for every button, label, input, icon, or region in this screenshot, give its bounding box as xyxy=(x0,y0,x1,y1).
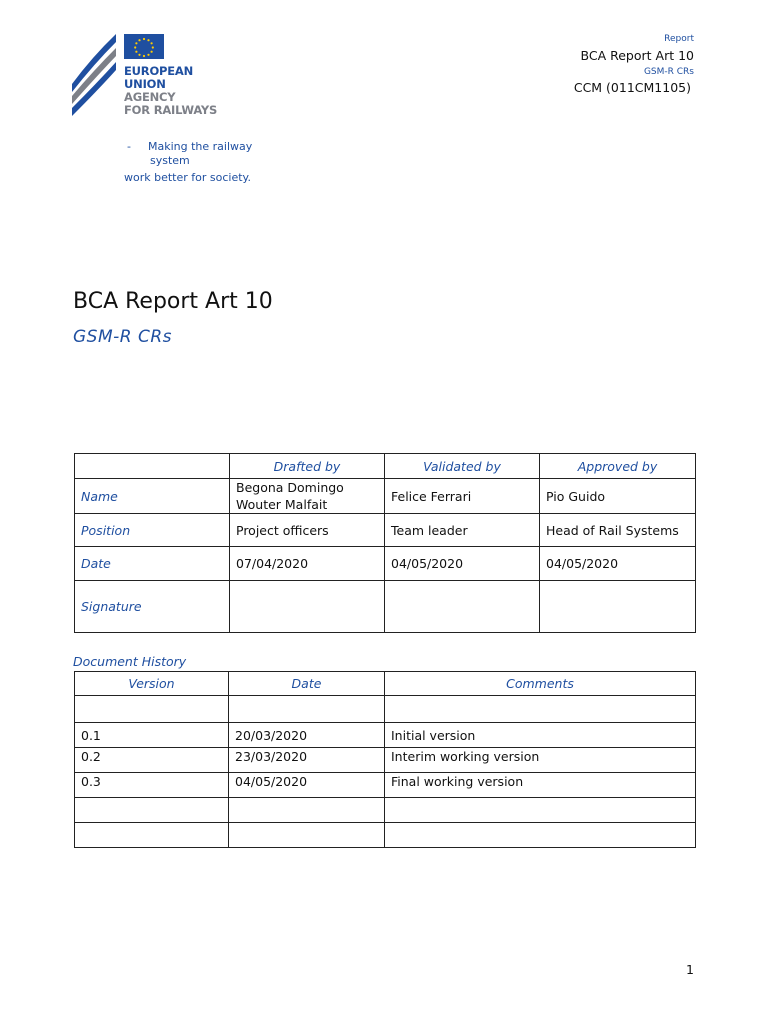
logo-line: AGENCY xyxy=(124,90,176,104)
approved-cell: Head of Rail Systems xyxy=(540,514,696,547)
page-number: 1 xyxy=(686,962,694,977)
logo-line: EUROPEAN xyxy=(124,64,194,78)
approved-cell: 04/05/2020 xyxy=(540,547,696,581)
history-comment: Interim working version xyxy=(385,748,696,773)
header-code: CCM (011CM1105) xyxy=(573,80,691,95)
logo-line: UNION xyxy=(124,77,166,91)
history-comment: Final working version xyxy=(385,773,696,798)
history-row xyxy=(75,773,696,798)
document-subtitle: GSM-R CRs xyxy=(73,327,173,347)
signature-cell xyxy=(385,581,540,633)
history-version xyxy=(75,798,229,823)
history-row xyxy=(75,696,696,723)
approval-row-date xyxy=(75,547,696,581)
history-header-row xyxy=(75,672,696,696)
history-comment: Initial version xyxy=(385,723,696,748)
drafted-cell: 07/04/2020 xyxy=(230,547,385,581)
history-comment xyxy=(385,823,696,848)
history-version: 0.1 xyxy=(75,723,229,748)
row-label: Date xyxy=(75,547,230,581)
validated-cell: 04/05/2020 xyxy=(385,547,540,581)
history-date xyxy=(229,823,385,848)
header-title: BCA Report Art 10 xyxy=(580,48,694,63)
tagline xyxy=(124,139,264,185)
tagline-line: Making the railway xyxy=(148,140,253,153)
history-version: 0.2 xyxy=(75,748,229,773)
approval-header-row xyxy=(75,454,696,479)
tagline-line: work better for society. xyxy=(124,171,251,184)
approval-row-position xyxy=(75,514,696,547)
tagline-line: system xyxy=(150,154,190,167)
signature-cell xyxy=(230,581,385,633)
history-row xyxy=(75,823,696,848)
drafted-cell: Project officers xyxy=(230,514,385,547)
logo-wordmark xyxy=(124,65,217,117)
approval-row-signature xyxy=(75,581,696,633)
approval-header-cell: Validated by xyxy=(385,454,540,479)
history-row xyxy=(75,748,696,773)
validated-cell: Team leader xyxy=(385,514,540,547)
history-comment xyxy=(385,798,696,823)
document-history-table xyxy=(74,671,696,848)
approval-header-cell xyxy=(75,454,230,479)
history-version xyxy=(75,696,229,723)
approved-cell: Pio Guido xyxy=(540,479,696,514)
document-title: BCA Report Art 10 xyxy=(73,289,273,314)
header-label: Report xyxy=(664,34,694,44)
agency-logo xyxy=(72,32,232,122)
validated-cell: Felice Ferrari xyxy=(385,479,540,514)
history-header-cell: Version xyxy=(75,672,229,696)
drafted-name: Begona Domingo xyxy=(236,480,344,495)
history-header-cell: Date xyxy=(229,672,385,696)
row-label: Name xyxy=(75,479,230,514)
logo-line: FOR RAILWAYS xyxy=(124,103,218,117)
history-comment xyxy=(385,696,696,723)
signature-cell xyxy=(540,581,696,633)
history-date: 20/03/2020 xyxy=(229,723,385,748)
history-row xyxy=(75,798,696,823)
approval-header-cell: Drafted by xyxy=(230,454,385,479)
history-version xyxy=(75,823,229,848)
approval-row-name xyxy=(75,479,696,514)
history-date xyxy=(229,798,385,823)
document-history-label: Document History xyxy=(73,654,187,669)
tagline-dash: - xyxy=(127,140,131,153)
row-label: Position xyxy=(75,514,230,547)
approval-table xyxy=(74,453,696,633)
history-date: 23/03/2020 xyxy=(229,748,385,773)
history-row xyxy=(75,723,696,748)
history-date: 04/05/2020 xyxy=(229,773,385,798)
history-date xyxy=(229,696,385,723)
approval-header-cell: Approved by xyxy=(540,454,696,479)
drafted-cell xyxy=(230,479,385,514)
history-header-cell: Comments xyxy=(385,672,696,696)
header-subtitle: GSM-R CRs xyxy=(643,67,694,77)
row-label: Signature xyxy=(75,581,230,633)
drafted-name: Wouter Malfait xyxy=(236,497,328,512)
history-version: 0.3 xyxy=(75,773,229,798)
